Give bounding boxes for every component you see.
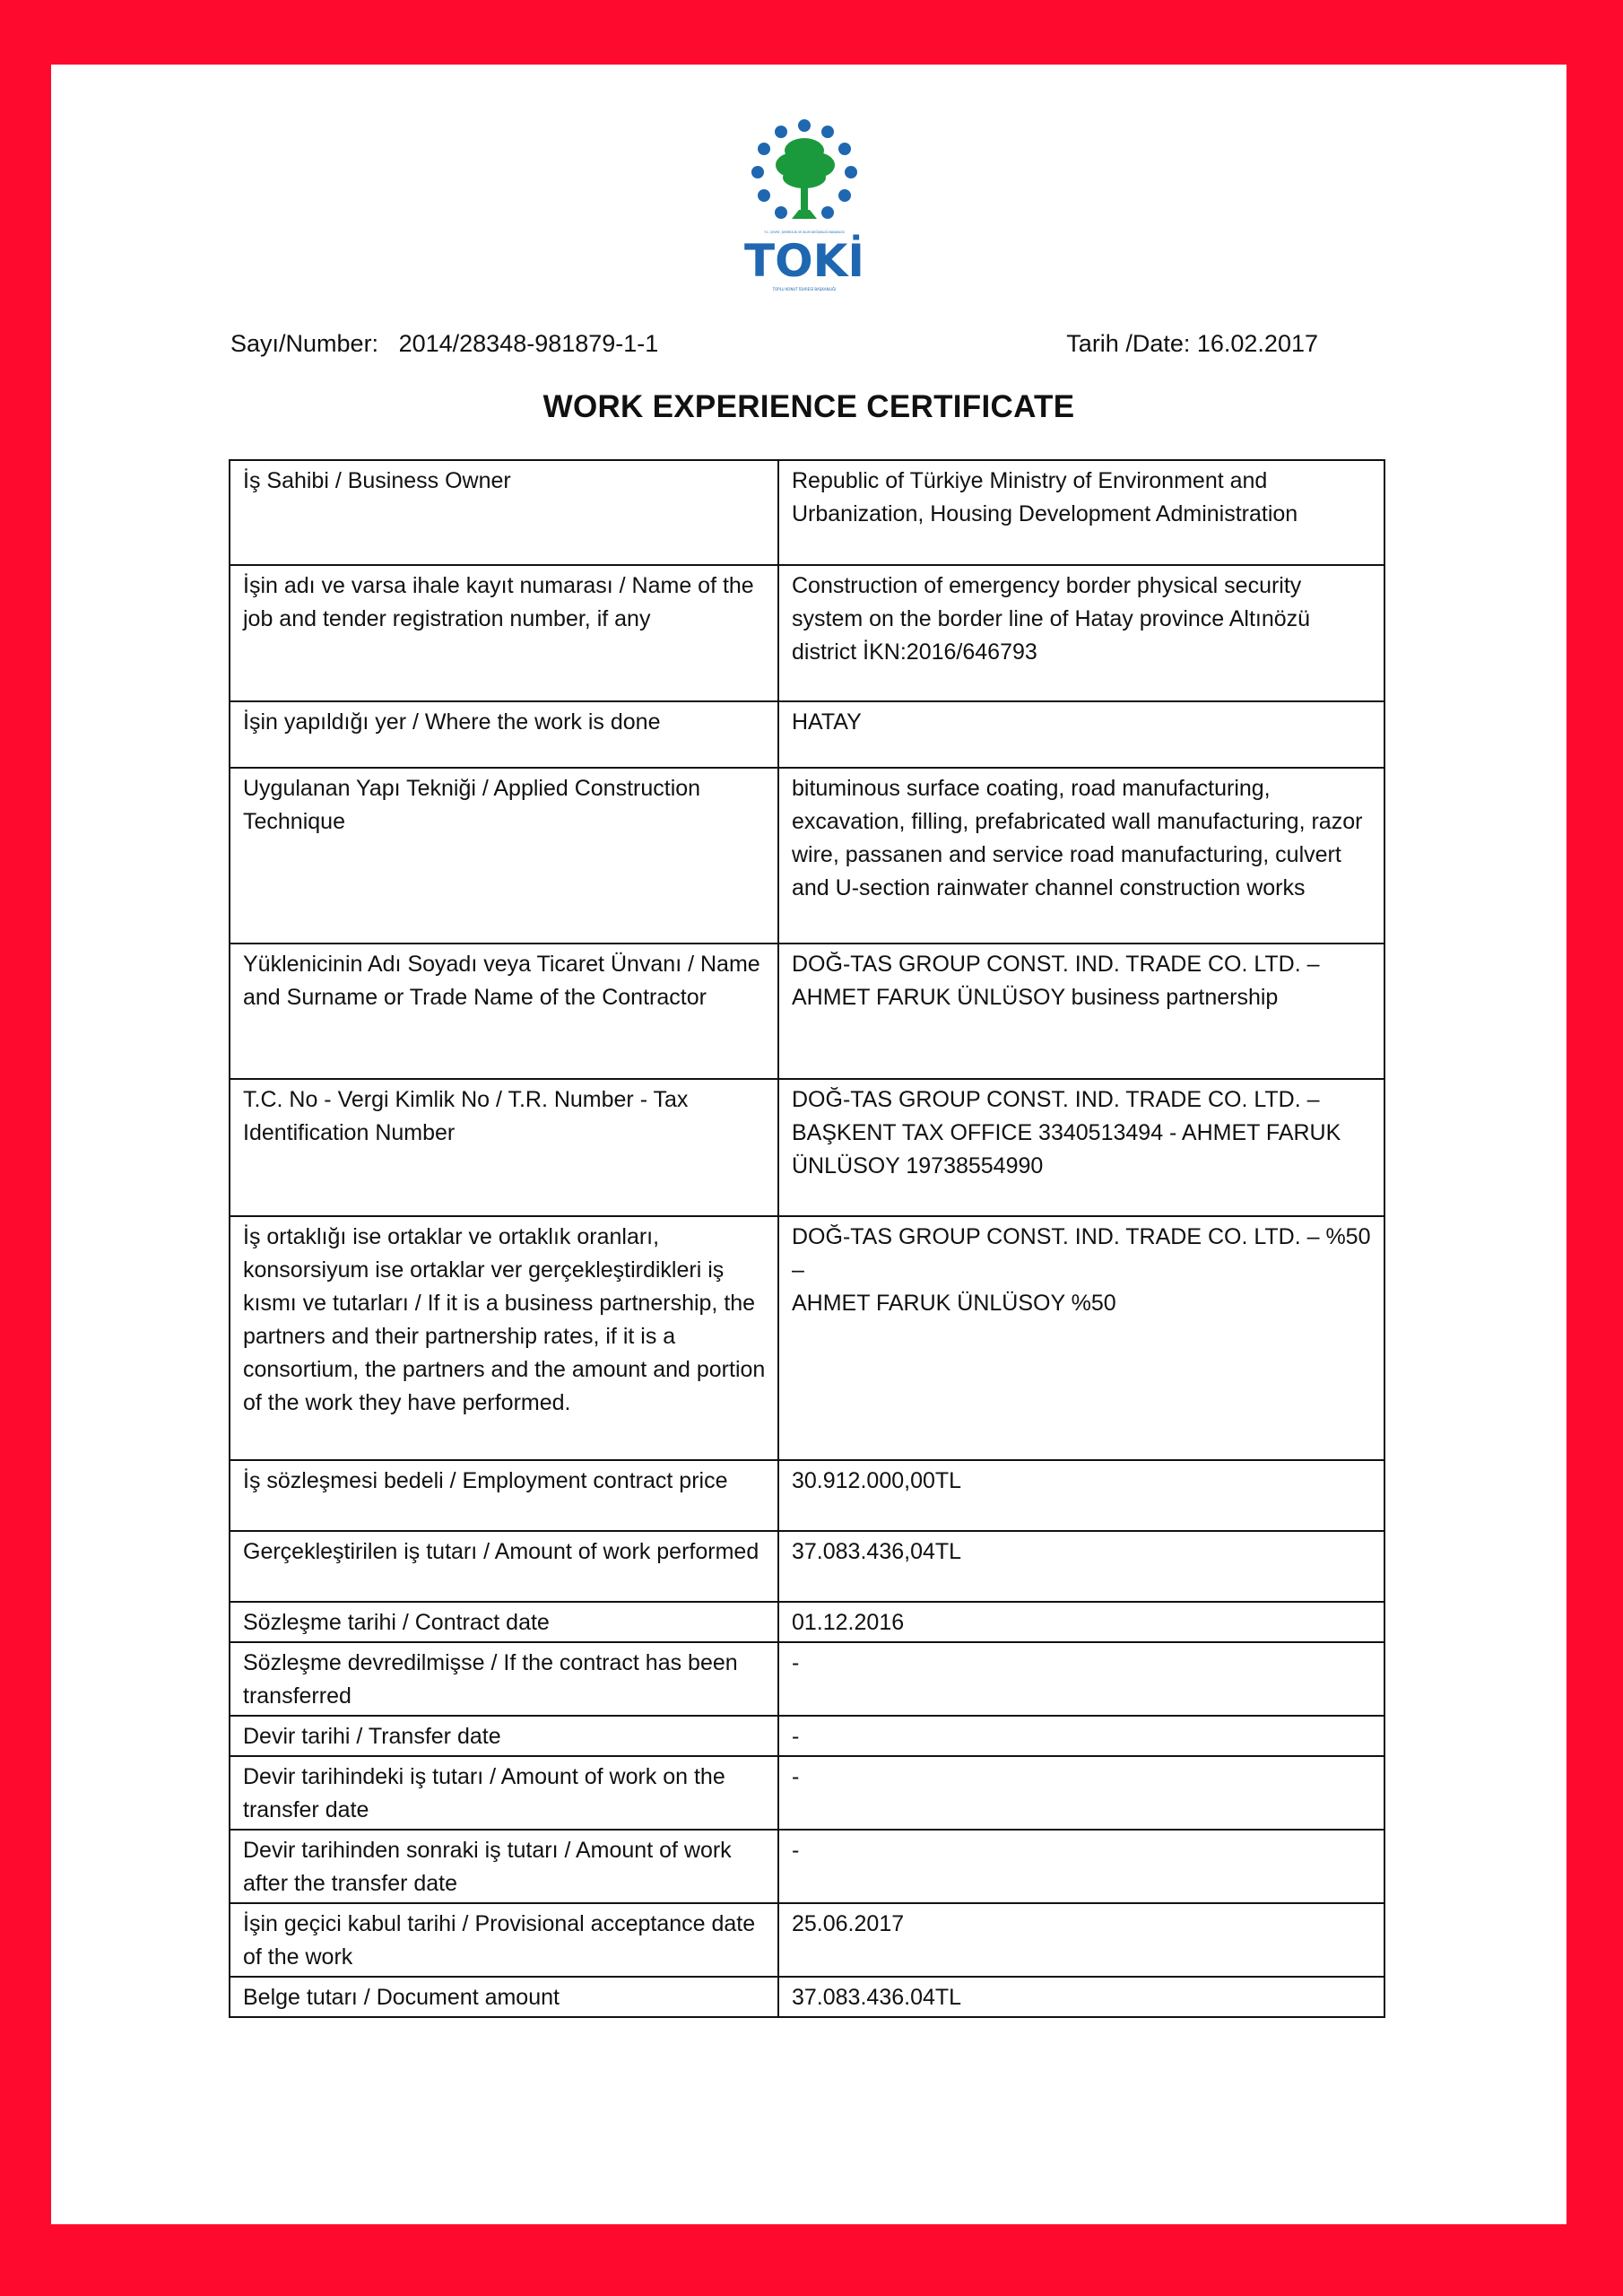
table-row: [230, 1977, 1384, 2017]
table-row: [230, 1716, 1384, 1756]
table-row: [230, 1602, 1384, 1642]
logo-tagline: T.C. ÇEVRE, ŞEHİRCİLİK VE İKLİM DEĞİŞİKLİĞİ BAKANLIĞI: [764, 230, 845, 234]
row-value: bituminous surface coating, road manufacturing, excavation, filling, prefabricated wall manufacturing, razor wire, passanen and service road manufacturing, culvert and U-section rainwater channel construction works: [778, 768, 1384, 944]
row-value: -: [778, 1716, 1384, 1756]
row-value: DOĞ-TAS GROUP CONST. IND. TRADE CO. LTD. – %50 – AHMET FARUK ÜNLÜSOY %50: [778, 1216, 1384, 1460]
row-label: T.C. No - Vergi Kimlik No / T.R. Number - Tax Identification Number: [230, 1079, 778, 1216]
row-value: Republic of Türkiye Ministry of Environment and Urbanization, Housing Development Administration: [778, 460, 1384, 565]
row-label: Uygulanan Yapı Tekniği / Applied Construction Technique: [230, 768, 778, 944]
document-number: Sayı/Number: 2014/28348-981879-1-1: [230, 330, 659, 357]
row-value: -: [778, 1642, 1384, 1716]
logo-wordmark: TOKİ: [744, 235, 864, 287]
table-row: [230, 565, 1384, 701]
table-row: [230, 1830, 1384, 1903]
row-label: İş sözleşmesi bedeli / Employment contract price: [230, 1460, 778, 1531]
row-value: DOĞ-TAS GROUP CONST. IND. TRADE CO. LTD. – BAŞKENT TAX OFFICE 3340513494 - AHMET FARUK ÜNLÜSOY 19738554990: [778, 1079, 1384, 1216]
row-value: 37.083.436,04TL: [778, 1531, 1384, 1602]
certificate-page: [51, 65, 1567, 2224]
row-label: İş Sahibi / Business Owner: [230, 460, 778, 565]
row-label: Sözleşme tarihi / Contract date: [230, 1602, 778, 1642]
row-label: İşin yapıldığı yer / Where the work is done: [230, 701, 778, 768]
row-value: -: [778, 1756, 1384, 1830]
row-label: Devir tarihi / Transfer date: [230, 1716, 778, 1756]
table-row: [230, 1756, 1384, 1830]
certificate-table: [229, 459, 1385, 2018]
row-label: İş ortaklığı ise ortaklar ve ortaklık oranları, konsorsiyum ise ortaklar ver gerçekleştirdikleri iş kısmı ve tutarları / If it is a business partnership, the partners and their partnership rates, if it is a consortium, the partners and the amount and portion of the work they have performed.: [230, 1216, 778, 1460]
row-label: İşin geçici kabul tarihi / Provisional acceptance date of the work: [230, 1903, 778, 1977]
row-label: İşin adı ve varsa ihale kayıt numarası / Name of the job and tender registration number, if any: [230, 565, 778, 701]
row-value: 25.06.2017: [778, 1903, 1384, 1977]
table-row: [230, 1079, 1384, 1216]
row-label: Devir tarihinden sonraki iş tutarı / Amount of work after the transfer date: [230, 1830, 778, 1903]
row-value: DOĞ-TAS GROUP CONST. IND. TRADE CO. LTD. – AHMET FARUK ÜNLÜSOY business partnership: [778, 944, 1384, 1079]
row-value: 37.083.436.04TL: [778, 1977, 1384, 2017]
logo-subtitle: TOPLU KONUT İDARESİ BAŞKANLIĞI: [772, 287, 837, 291]
row-value: Construction of emergency border physical security system on the border line of Hatay province Altınözü district İKN:2016/646793: [778, 565, 1384, 701]
table-row: [230, 944, 1384, 1079]
row-value: -: [778, 1830, 1384, 1903]
row-label: Belge tutarı / Document amount: [230, 1977, 778, 2017]
document-date: Tarih /Date: 16.02.2017: [1066, 330, 1318, 357]
table-row: [230, 1642, 1384, 1716]
page-title: WORK EXPERIENCE CERTIFICATE: [542, 389, 1075, 424]
table-row: [230, 460, 1384, 565]
table-row: [230, 1531, 1384, 1602]
row-value: 01.12.2016: [778, 1602, 1384, 1642]
table-row: [230, 701, 1384, 768]
row-label: Gerçekleştirilen iş tutarı / Amount of work performed: [230, 1531, 778, 1602]
toki-logo-icon: [742, 115, 867, 303]
table-row: [230, 1903, 1384, 1977]
row-value: 30.912.000,00TL: [778, 1460, 1384, 1531]
table-row: [230, 1216, 1384, 1460]
row-label: Sözleşme devredilmişse / If the contract has been transferred: [230, 1642, 778, 1716]
table-row: [230, 768, 1384, 944]
row-label: Devir tarihindeki iş tutarı / Amount of work on the transfer date: [230, 1756, 778, 1830]
row-value: HATAY: [778, 701, 1384, 768]
table-row: [230, 1460, 1384, 1531]
row-label: Yüklenicinin Adı Soyadı veya Ticaret Ünvanı / Name and Surname or Trade Name of the Contractor: [230, 944, 778, 1079]
